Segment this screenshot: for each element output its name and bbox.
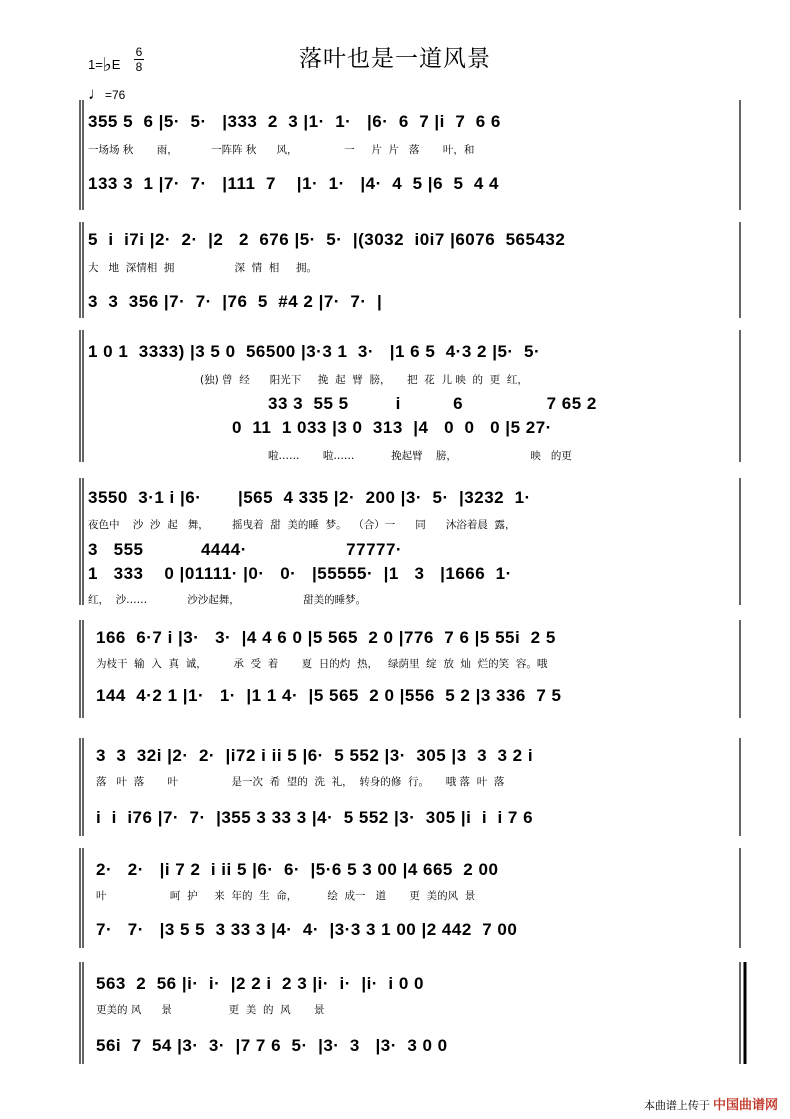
system-8-lyric: 更美的 风 景 更 美 的 风 景 — [96, 1004, 325, 1016]
flat-sign: ♭ — [102, 54, 112, 76]
system-1-lyric: 一场场 秋 雨， 一阵阵 秋 风， 一 片 片 落 叶，和 — [88, 144, 475, 156]
time-top: 6 — [135, 45, 143, 59]
system-5-lyric: 为枝干 输 入 真 诚， 承 受 着 夏 日的灼 热， 绿荫里 绽 放 灿 烂的笑 容。哦 — [96, 658, 548, 670]
system-6-upper: 3 3 32i |2· 2· |i72 i ii 5 |6· 5 552 |3· 305 |3 3 3 2 i — [96, 746, 534, 765]
system-4-mid: 3 555 4444· 77777· — [88, 540, 403, 559]
system-5-lower: 144 4·2 1 |1· 1· |1 1 4· |5 565 2 0 |556 5 2 |3 336 7 5 — [96, 686, 562, 705]
time-bottom: 8 — [135, 60, 143, 74]
quarter-note-icon: ♩ — [88, 84, 105, 103]
system-3-mid: 33 3 55 5 i 6 7 65 2 — [268, 394, 597, 413]
system-6-lower: i i i76 |7· 7· |355 3 33 3 |4· 5 552 |3· 305 |i i i 7 6 — [96, 808, 534, 827]
system-3-lower: 0 11 1 033 |3 0 313 |4 0 0 0 |5 27· — [232, 418, 552, 437]
system-2-lower: 3 3 356 |7· 7· |76 5 #4 2 |7· 7· | — [88, 292, 383, 311]
system-4-lower: 1 333 0 |01111· |0· 0· |55555· |1 3 |1666 1· — [88, 564, 512, 583]
system-3-lyric: (独) 曾 经 阳光下 挽 起 臂 膀， 把 花 儿 映 的 更 红， — [200, 374, 528, 386]
system-7-lyric: 叶 呵 护 来 年的 生 命， 绘 成一 道 更 美的风 景 — [96, 890, 476, 902]
system-2-upper: 5 i i7i |2· 2· |2 2 676 |5· 5· |(3032 i0i7 |6076 565432 — [88, 230, 566, 249]
song-title: 落叶也是一道风景 — [299, 46, 491, 72]
system-6-lyric: 落 叶 落 叶 是一次 希 望的 洗 礼， 转身的修 行。 哦 落 叶 落 — [96, 776, 505, 788]
system-4-lyric-2: 红， 沙…… 沙沙起舞， 甜美的睡梦。 — [88, 594, 367, 606]
system-8-upper: 563 2 56 |i· i· |2 2 i 2 3 |i· i· |i· i 0 0 — [96, 974, 424, 993]
site-logo[interactable]: 中国曲谱网 — [712, 1097, 778, 1112]
system-7-lower: 7· 7· |3 5 5 3 33 3 |4· 4· |3·3 3 1 00 |2 442 7 00 — [96, 920, 518, 939]
system-5-upper: 166 6·7 i |3· 3· |4 4 6 0 |5 565 2 0 |776 7 6 |5 55i 2 5 — [96, 628, 556, 647]
footer-credit — [644, 1094, 778, 1113]
tempo-value: =76 — [105, 88, 126, 102]
system-4-lyric: 夜色中 沙 沙 起 舞， 摇曳着 甜 美的睡 梦。 （合）一 同 沐浴着晨 露， — [88, 519, 516, 531]
system-8-lower: 56i 7 54 |3· 3· |7 7 6 5· |3· 3 |3· 3 0 0 — [96, 1036, 448, 1055]
key-prefix: 1= — [88, 57, 103, 72]
system-7-upper: 2· 2· |i 7 2 i ii 5 |6· 6· |5·6 5 3 00 |4 665 2 00 — [96, 860, 499, 879]
system-3-lyric-2: 啦…… 啦…… 挽起臂 膀， 映 的更 — [268, 450, 572, 462]
system-2-lyric: 大 地 深情相 拥 深 情 相 拥。 — [88, 262, 317, 274]
system-3-upper: 1 0 1 3333) |3 5 0 56500 |3·3 1 3· |1 6 5 4·3 2 |5· 5· — [88, 342, 541, 361]
system-1-upper: 355 5 6 |5· 5· |333 2 3 |1· 1· |6· 6 7 |i 7 6 6 — [88, 112, 501, 131]
footer-label: 本曲谱上传于 — [643, 1100, 710, 1112]
system-1-lower: 133 3 1 |7· 7· |111 7 |1· 1· |4· 4 5 |6 5 4 4 — [88, 174, 499, 193]
system-4-upper: 3550 3·1 i |6· |565 4 335 |2· 200 |3· 5· |3232 1· — [88, 488, 531, 507]
key-note: E — [111, 57, 121, 72]
